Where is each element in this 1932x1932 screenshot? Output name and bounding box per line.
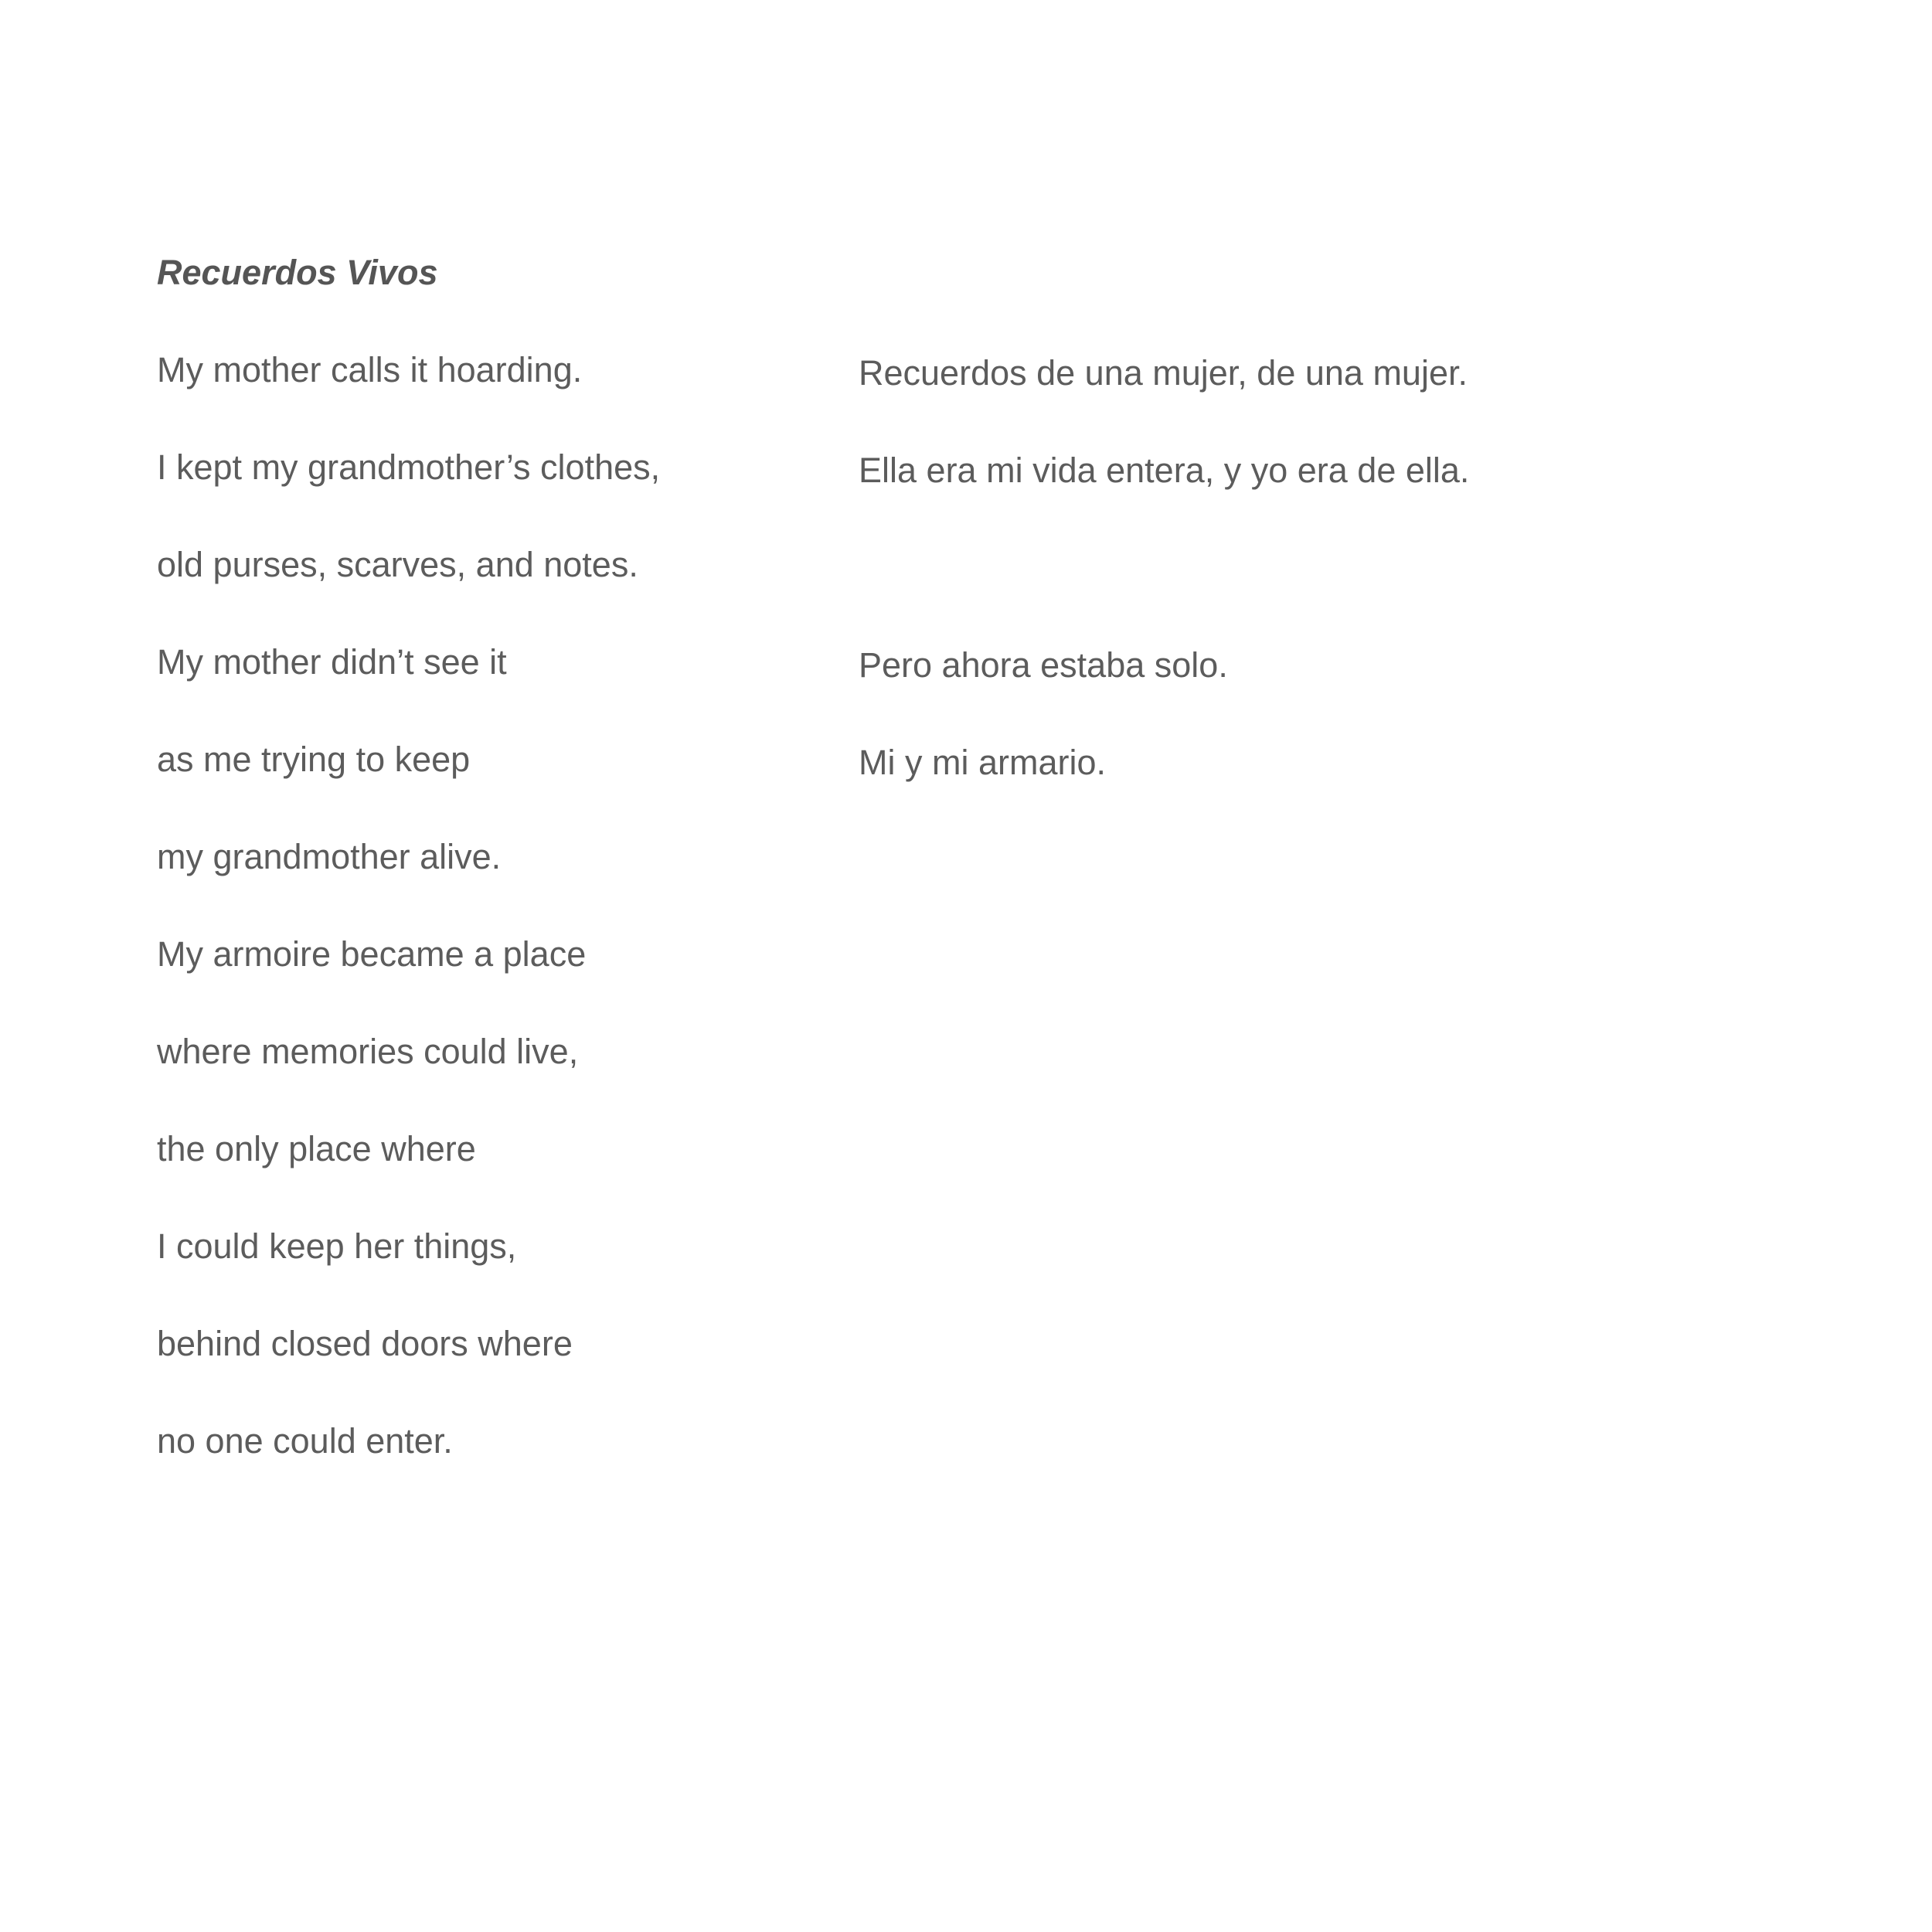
poem-line: My mother didn’t see it (157, 642, 507, 682)
poem-line: I kept my grandmother’s clothes, (157, 447, 661, 487)
poem-line: old purses, scarves, and notes. (157, 545, 638, 584)
poem-line: Ella era mi vida entera, y yo era de ella. (859, 451, 1470, 490)
spanish-stanza (859, 346, 1469, 833)
poem-line: Mi y mi armario. (859, 743, 1107, 782)
poem-line: where memories could live, (157, 1032, 579, 1071)
poem-line: the only place where (157, 1129, 476, 1168)
poem-line: my grandmother alive. (157, 837, 502, 876)
poem-line: behind closed doors where (157, 1324, 573, 1363)
poem-line: Pero ahora estaba solo. (859, 645, 1228, 685)
poem-line: My armoire became a place (157, 934, 587, 974)
english-stanza (157, 343, 660, 1512)
stanza-break (859, 541, 1469, 638)
poem-line: as me trying to keep (157, 740, 471, 779)
poem-line: no one could enter. (157, 1421, 453, 1461)
poem-line: Recuerdos de una mujer, de una mujer. (859, 353, 1468, 393)
poem-title: Recuerdos Vivos (157, 253, 438, 292)
poem-line: I could keep her things, (157, 1226, 517, 1266)
poem-line: My mother calls it hoarding. (157, 350, 583, 389)
